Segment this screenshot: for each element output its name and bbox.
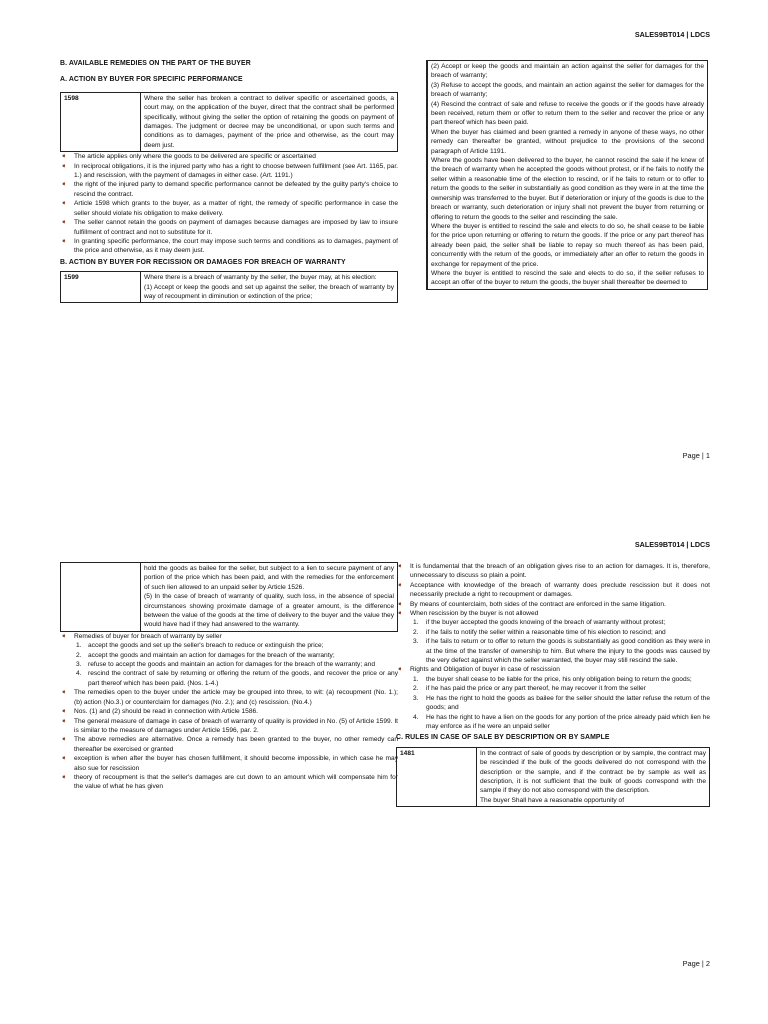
bullet-arrow-icon: ➧ xyxy=(61,736,67,744)
article-1481-table xyxy=(396,747,710,807)
numbered-item: 2. accept the goods and maintain an action for damages for the breach of the warranty; xyxy=(76,651,335,659)
heading-recission-warranty: B. ACTION BY BUYER FOR RECISSION OR DAMAGES FOR BREACH OF WARRANTY xyxy=(60,258,346,266)
list-item: ➧ Acceptance with knowledge of the breach of warranty does preclude rescission but it does not necessarily preclude a right to recoupment or damages. xyxy=(397,581,710,599)
list-item: ➧ Rights and Obligation of buyer in case of rescission xyxy=(397,666,560,674)
numbered-item: 2. if he has paid the price or any part thereof, he may recover it from the seller xyxy=(413,685,646,693)
article-text: In the contract of sale of goods by description or by sample, the contract may be rescinded if the bulk of the goods delivered do not correspond with the description or the sample, and if the contract be by sample as well as description, it is not sufficient that the bulk of goods correspond with the sample if they do not also correspond with the description. The buyer Shall have a reasonable opportunity of xyxy=(477,747,710,806)
article-number: 1481 xyxy=(397,747,477,806)
bullet-arrow-icon: ➧ xyxy=(61,200,67,208)
list-item: ➧ The seller cannot retain the goods on payment of damages because damages are imposed by law to insure fulfillment of contract and not to substitute for it. xyxy=(61,219,398,236)
list-item: ➧ Remedies of buyer for breach of warranty by seller xyxy=(61,632,222,640)
list-item: ➧ exception is when after the buyer has chosen fulfillment, it should become impossible, in which case he may also sue for rescission xyxy=(61,755,398,772)
article-1599-table xyxy=(60,271,398,303)
bullet-arrow-icon: ➧ xyxy=(61,181,67,189)
bullet-arrow-icon: ➧ xyxy=(61,237,67,245)
article-text: (2) Accept or keep the goods and maintain an action against the seller for damages for the breach of warranty; (3) Refuse to accept the goods, and maintain an action against the seller for damages for the breach of warranty; (4) Rescind the contract of sale and refuse to receive the goods or if the goods have already been received, return them or offer to return them to the seller and recover the price or any part thereof which has been paid. When the buyer has claimed and been granted a remedy in anyone of these ways, no other remedy can thereafter be granted, without prejudice to the provisions of the second paragraph of Article 1191. Where the goods have been delivered to the buyer, he cannot rescind the sale if he knew of the breach of warranty when he accepted the goods without protest, or if he fails to notify the seller within a reasonable time of the election to rescind, or if he fails to return or to offer to return the goods to the seller in substantially as good condition as they were in at the time the ownership was transferred to the buyer. But if deterioration or injury of the goods is due to the breach or warranty, such deterioration or injury shall not prevent the buyer from returning or offering to return the goods to the seller and rescinding the sale. Where the buyer is entitled to rescind the sale and elects to do so, he shall cease to be liable for the price upon returning or offering to return the goods. If the price or any part thereof has already been paid, the seller shall be liable to repay so much thereof as has been paid, concurrently with the return of the goods, or immediately after an offer to return the goods in exchange for repayment of the price. Where the buyer is entitled to rescind the sale and elects to do so, if the seller refuses to accept an offer of the buyer to return the goods, the buyer shall thereafter be deemed to xyxy=(428,61,708,290)
list-item: ➧ The general measure of damage in case of breach of warranty of quality is provided in No. (5) of Article 1599. It is similar to the measure of damages under Article 1596, par. 2. xyxy=(61,717,398,734)
bullet-arrow-icon: ➧ xyxy=(397,610,403,618)
numbered-item: 1. accept the goods and set up the seller's breach to reduce or extinguish the price; xyxy=(76,642,324,650)
page2-right-column xyxy=(396,562,710,807)
article-number: 1599 xyxy=(61,272,141,303)
bullet-arrow-icon: ➧ xyxy=(397,666,403,674)
page1-left-column xyxy=(60,59,398,303)
article-number-empty xyxy=(61,563,141,632)
page-1 xyxy=(0,18,768,498)
article-1598-table xyxy=(60,92,398,152)
doc-code-header: SALES9BT014 | LDCS xyxy=(634,30,710,39)
page1-right-column xyxy=(426,60,708,290)
page-2 xyxy=(0,528,768,1008)
bullet-arrow-icon: ➧ xyxy=(61,689,67,697)
article-1599-continuation-table xyxy=(426,60,708,290)
article-text: Where the seller has broken a contract to deliver specific or ascertained goods, a court may, on the application of the buyer, direct that the contract shall be performed specifically, without giving the seller the option of retaining the goods on payment of damages. The judgment or decree may be unconditional, or upon such terms and conditions as to damages, payment of the price and otherwise, as the court may deem just. xyxy=(141,92,398,151)
numbered-item: 3. if he fails to return or to offer to return the goods is substantially as good condition as they were in at the time of the transfer of ownership to him. But where the injury to the goods was caused by the very defect against which the seller warranted, the buyer may still rescind the sale. xyxy=(413,638,710,665)
article-text: hold the goods as bailee for the seller, but subject to a lien to secure payment of any portion of the price which has been paid, and with the remedies for the enforcement of such lien allowed to an unpaid seller by Article 1526. (5) In the case of breach of warranty of quality, such loss, in the absence of special circumstances showing proximate damage of a greater amount, is the difference between the value of the goods at the time of delivery to the buyer and the value they would have had if they had answered to the warranty. xyxy=(141,563,398,632)
list-item: ➧ The article applies only where the goods to be delivered are specific or ascertained xyxy=(61,153,316,161)
list-item: ➧ In reciprocal obligations, it is the injured party who has a right to choose between fulfillment (see Art. 1165, par. 1.) and rescission, with the payment of damages in either case. (Art. 1191.) xyxy=(61,162,398,180)
heading-specific-performance: A. ACTION BY BUYER FOR SPECIFIC PERFORMANCE xyxy=(60,76,243,84)
bullet-arrow-icon: ➧ xyxy=(397,600,403,608)
page2-left-column xyxy=(60,562,398,792)
numbered-item: 4. rescind the contract of sale by returning or offering the return of the goods, and recover the price or any part thereof which has been paid. (Nos. 1-4.) xyxy=(76,670,398,687)
heading-available-remedies: B. AVAILABLE REMEDIES ON THE PART OF THE BUYER xyxy=(60,60,251,67)
numbered-item: 3. refuse to accept the goods and maintain an action for damages for the breach of the warranty; and xyxy=(76,661,376,669)
bullet-arrow-icon: ➧ xyxy=(61,708,67,716)
list-item: ➧ In granting specific performance, the court may impose such terms and conditions as to damages, payment of the price and otherwise, as it may deem just. xyxy=(61,237,398,255)
page-number: Page | 1 xyxy=(682,451,710,460)
bullet-list-specific-performance xyxy=(60,152,398,255)
list-item: ➧ When rescission by the buyer is not allowed xyxy=(397,610,539,618)
numbered-item: 1. the buyer shall cease to be liable for the price, his only obligation being to return the goods; xyxy=(413,675,692,683)
numbered-item: 4. He has the right to have a lien on the goods for any portion of the price already paid which lien he may enforce as if he were an unpaid seller xyxy=(413,713,710,730)
numbered-item: 2. if he fails to notify the seller within a reasonable time of his election to rescind; and xyxy=(413,628,666,636)
doc-code-header: SALES9BT014 | LDCS xyxy=(634,540,710,549)
bullet-arrow-icon: ➧ xyxy=(61,219,67,227)
article-text: Where there is a breach of warranty by the seller, the buyer may, at his election: (1) Accept or keep the goods and set up against the seller, the breach of warranty by way of recoupment in diminution or extinction of the price; xyxy=(141,272,398,303)
list-item: ➧ the right of the injured party to demand specific performance cannot be defeated by the guilty party's choice to rescind the contract. xyxy=(61,181,398,198)
bullet-arrow-icon: ➧ xyxy=(397,581,403,589)
list-item: ➧ The above remedies are alternative. Once a remedy has been granted to the buyer, no other remedy can thereafter be exercised or granted xyxy=(61,736,398,753)
list-item: ➧ It is fundamental that the breach of an obligation gives rise to an action for damages. It is, therefore, unnecessary to discuss so plain a point. xyxy=(397,563,710,580)
list-item: ➧ Article 1598 which grants to the buyer, as a matter of right, the remedy of specific performance in case the seller should violate his obligation to make delivery. xyxy=(61,200,398,217)
numbered-item: 3. He has the right to hold the goods as bailee for the seller should the latter refuse the return of the goods; and xyxy=(413,694,710,712)
bullet-arrow-icon: ➧ xyxy=(61,153,67,161)
bullet-arrow-icon: ➧ xyxy=(61,755,67,763)
bullet-arrow-icon: ➧ xyxy=(397,563,403,570)
bullet-arrow-icon: ➧ xyxy=(61,632,67,640)
list-item: ➧ The remedies open to the buyer under the article may be grouped into three, to wit: (a) recoupment (No. 1.); (b) action (No.3.) or counterclaim for damages (No. 2.); and (c) rescission. (No.4.) xyxy=(61,689,398,706)
bullet-arrow-icon: ➧ xyxy=(61,773,67,781)
list-item: ➧ theory of recoupment is that the seller's damages are cut down to an amount which will compensate him for the value of what he has given xyxy=(61,773,398,791)
list-item: ➧ By means of counterclaim, both sides of the contract are enforced in the same litigation. xyxy=(397,600,666,608)
article-number: 1598 xyxy=(61,92,141,151)
heading-sale-by-description: C. RULES IN CASE OF SALE BY DESCRIPTION OR BY SAMPLE xyxy=(396,734,610,742)
page-number: Page | 2 xyxy=(682,959,710,968)
numbered-item: 1. if the buyer accepted the goods knowing of the breach of warranty without protest; xyxy=(413,619,666,627)
bullet-arrow-icon: ➧ xyxy=(61,717,67,725)
list-item: ➧ Nos. (1) and (2) should be read in connection with Article 1586. xyxy=(61,708,258,716)
bullet-arrow-icon: ➧ xyxy=(61,162,67,170)
article-1599-continuation-table xyxy=(60,562,398,632)
